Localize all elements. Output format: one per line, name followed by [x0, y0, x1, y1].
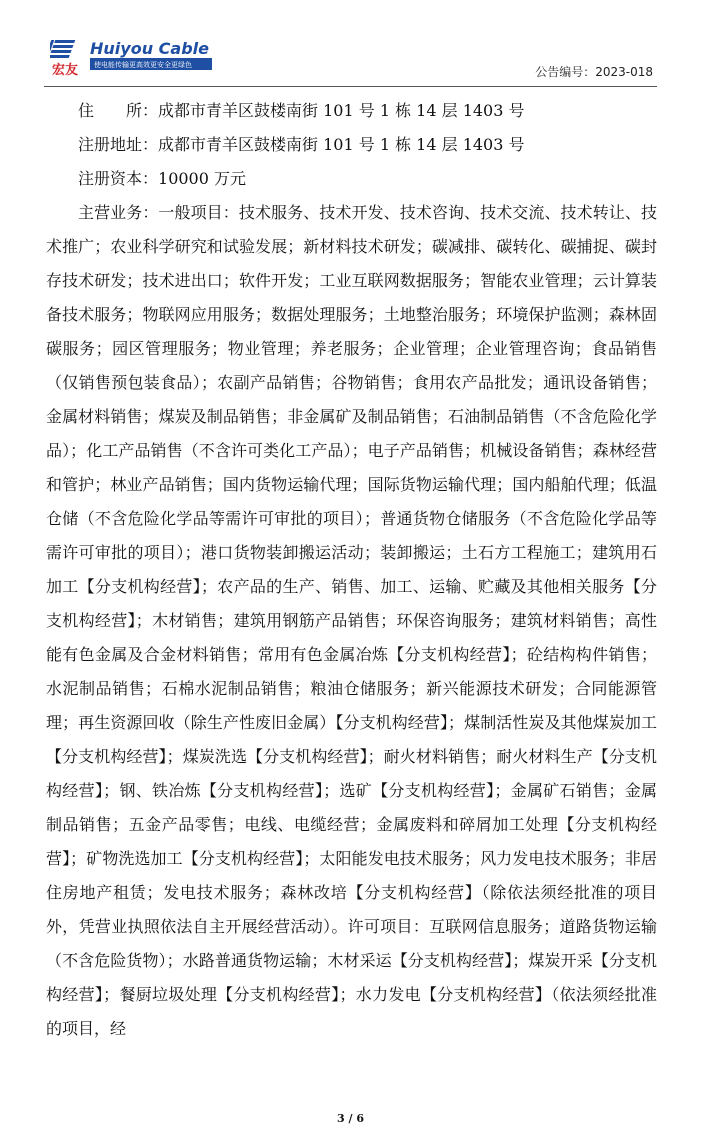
address-value: 成都市青羊区鼓楼南街 101 号 1 栋 14 层 1403 号: [158, 101, 525, 120]
page-header: [0, 0, 701, 88]
capital-line: [46, 162, 657, 196]
reg-address-label: 注册地址：: [78, 135, 159, 154]
capital-value: 10000 万元: [158, 169, 247, 188]
logo-slogan-text: 使电能传输更高效更安全更绿色: [94, 61, 192, 69]
document-body: [46, 94, 657, 1046]
logo-emblem-icon: [50, 40, 75, 58]
company-logo: [50, 38, 220, 78]
header-divider: [44, 86, 657, 87]
capital-label: 注册资本：: [78, 169, 159, 188]
reg-address-line: [46, 128, 657, 162]
notice-number: 公告编号：2023-018: [535, 65, 653, 79]
address-line: [46, 94, 657, 128]
address-label: 住 所：: [78, 101, 159, 120]
reg-address-value: 成都市青羊区鼓楼南街 101 号 1 栋 14 层 1403 号: [158, 135, 525, 154]
business-scope-paragraph: 主营业务：一般项目：技术服务、技术开发、技术咨询、技术交流、技术转让、技术推广；农业科学研究和试验发展；新材料技术研发；碳减排、碳转化、碳捕捉、碳封存技术研发；技术进出口；软件开发；工业互联网数据服务；智能农业管理；云计算装备技术服务；物联网应用服务；数据处理服务；土地整治服务；环境保护监测；森林固碳服务；园区管理服务；物业管理；养老服务；企业管理；企业管理咨询；食品销售（仅销售预包装食品）；农副产品销售；谷物销售；食用农产品批发；通讯设备销售；金属材料销售；煤炭及制品销售；非金属矿及制品销售；石油制品销售（不含危险化学品）；化工产品销售（不含许可类化工产品）；电子产品销售；机械设备销售；森林经营和管护；林业产品销售；国内货物运输代理；国际货物运输代理；国内船舶代理；低温仓储（不含危险化学品等需许可审批的项目）；普通货物仓储服务（不含危险化学品等需许可审批的项目）；港口货物装卸搬运活动；装卸搬运；土石方工程施工；建筑用石加工【分支机构经营】；农产品的生产、销售、加工、运输、贮藏及其他相关服务【分支机构经营】；木材销售；建筑用钢筋产品销售；环保咨询服务；建筑材料销售；高性能有色金属及合金材料销售；常用有色金属冶炼【分支机构经营】；砼结构构件销售；水泥制品销售；石棉水泥制品销售；粮油仓储服务；新兴能源技术研发；合同能源管理；再生资源回收（除生产性废旧金属）【分支机构经营】；煤制活性炭及其他煤炭加工【分支机构经营】；煤炭洗选【分支机构经营】；耐火材料销售；耐火材料生产【分支机构经营】；钢、铁冶炼【分支机构经营】；选矿【分支机构经营】；金属矿石销售；金属制品销售；五金产品零售；电线、电缆经营；金属废料和碎屑加工处理【分支机构经营】；矿物洗选加工【分支机构经营】；太阳能发电技术服务；风力发电技术服务；非居住房地产租赁；发电技术服务；森林改培【分支机构经营】（除依法须经批准的项目外，凭营业执照依法自主开展经营活动）。许可项目：互联网信息服务；道路货物运输（不含危险货物）；水路普通货物运输；木材采运【分支机构经营】；煤炭开采【分支机构经营】；餐厨垃圾处理【分支机构经营】；水力发电【分支机构经营】（依法须经批准的项目，经: [46, 203, 657, 1038]
page-number: 3 / 6: [337, 1112, 364, 1125]
logo-en-text: Huiyou Cable: [90, 39, 209, 58]
logo-cn-text: 宏友: [52, 63, 79, 78]
